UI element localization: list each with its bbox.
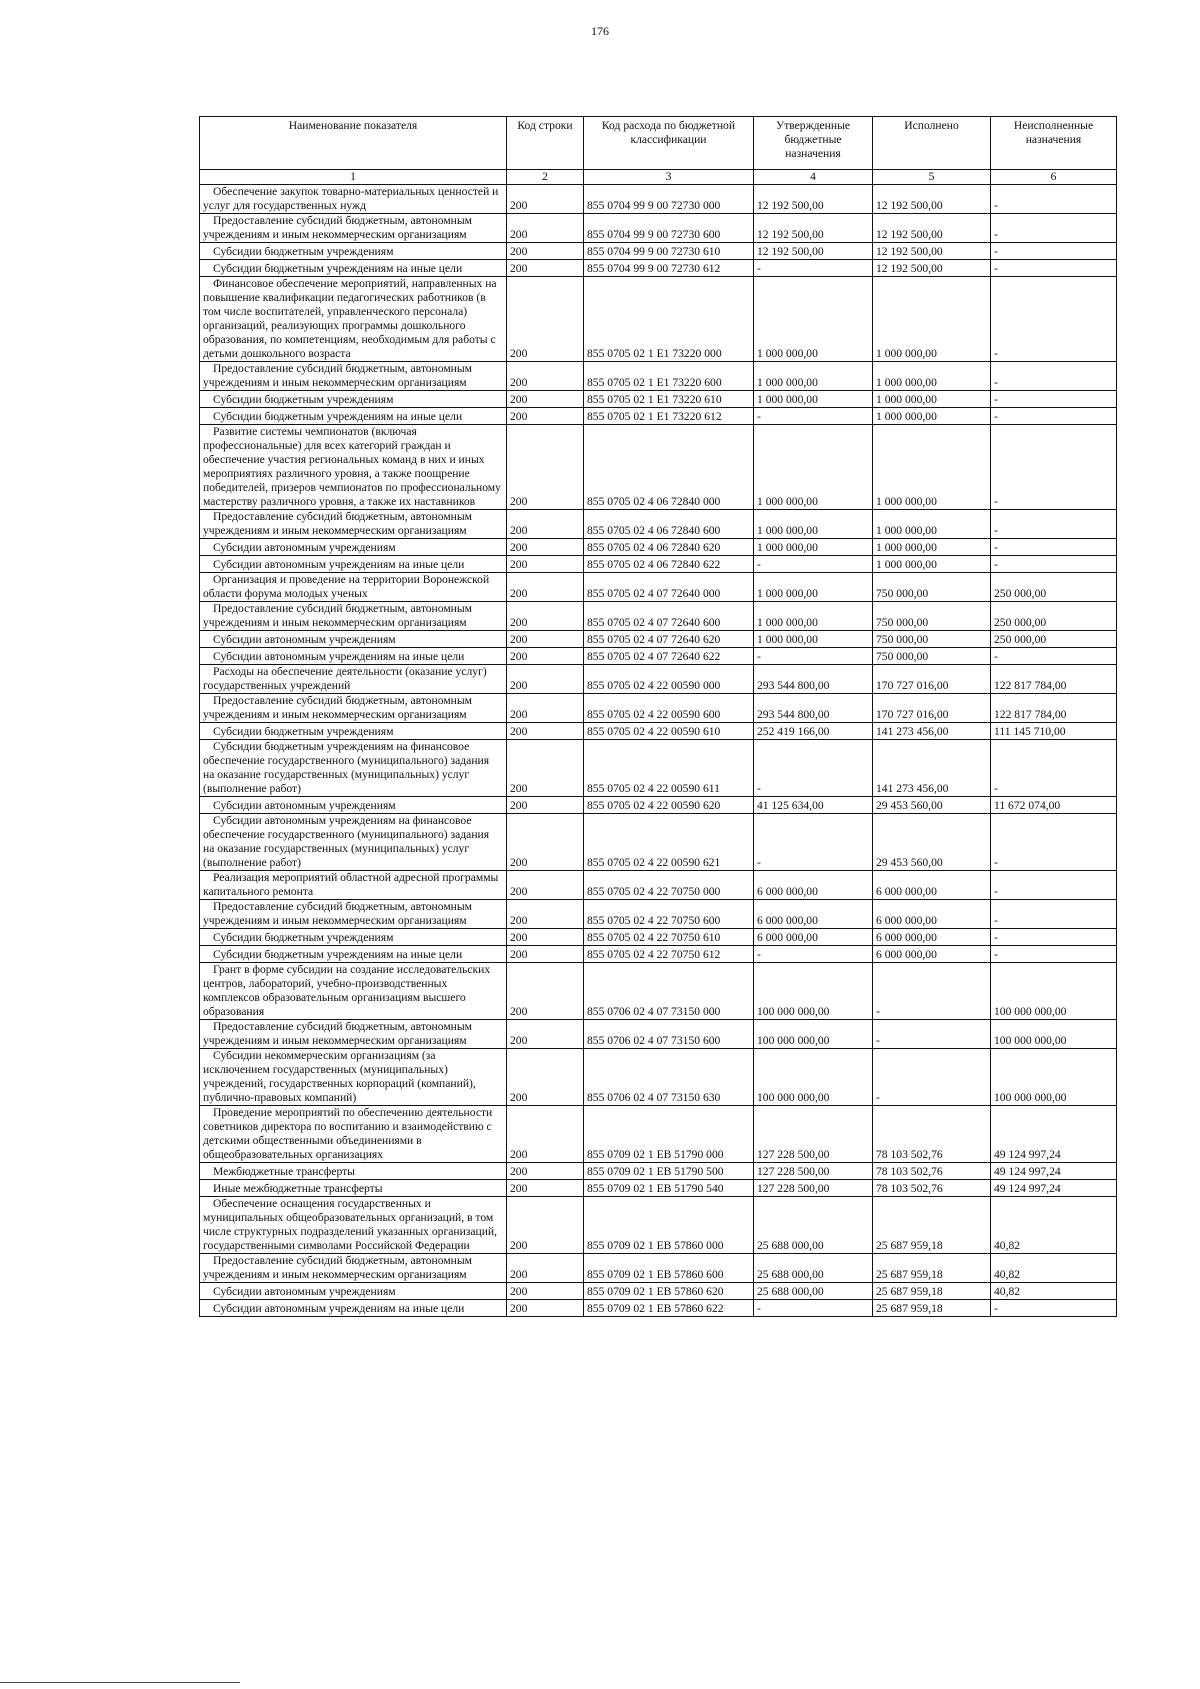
approved-amount-cell: 6 000 000,00	[754, 929, 873, 946]
approved-amount-cell: 100 000 000,00	[754, 963, 873, 1020]
executed-amount-cell: 1 000 000,00	[873, 539, 991, 556]
indicator-name-cell: Предоставление субсидий бюджетным, автономным учреждениям и иным некоммерческим организациям	[200, 1254, 507, 1283]
expense-code-cell: 855 0705 02 1 E1 73220 612	[584, 408, 754, 425]
line-code-cell: 200	[507, 539, 584, 556]
line-code-cell: 200	[507, 391, 584, 408]
table-row	[200, 1180, 1117, 1197]
header-expense-code: Код расхода по бюджетной классификации	[584, 117, 754, 170]
executed-amount-cell: 29 453 560,00	[873, 814, 991, 871]
expense-code-cell: 855 0709 02 1 EB 51790 500	[584, 1163, 754, 1180]
line-code-cell: 200	[507, 1049, 584, 1106]
unexecuted-amount-cell: -	[991, 185, 1117, 214]
approved-amount-cell: 1 000 000,00	[754, 602, 873, 631]
approved-amount-cell: 127 228 500,00	[754, 1106, 873, 1163]
table-row	[200, 797, 1117, 814]
unexecuted-amount-cell: -	[991, 946, 1117, 963]
expense-code-cell: 855 0705 02 4 22 70750 000	[584, 871, 754, 900]
unexecuted-amount-cell: -	[991, 871, 1117, 900]
unexecuted-amount-cell: 40,82	[991, 1254, 1117, 1283]
approved-amount-cell: 1 000 000,00	[754, 391, 873, 408]
line-code-cell: 200	[507, 362, 584, 391]
unexecuted-amount-cell: -	[991, 260, 1117, 277]
expense-code-cell: 855 0709 02 1 EB 57860 622	[584, 1300, 754, 1317]
approved-amount-cell: 100 000 000,00	[754, 1020, 873, 1049]
indicator-name-cell: Иные межбюджетные трансферты	[200, 1180, 507, 1197]
executed-amount-cell: 25 687 959,18	[873, 1300, 991, 1317]
expense-code-cell: 855 0705 02 4 22 00590 600	[584, 694, 754, 723]
table-row	[200, 362, 1117, 391]
executed-amount-cell: 6 000 000,00	[873, 900, 991, 929]
approved-amount-cell: -	[754, 408, 873, 425]
executed-amount-cell: 750 000,00	[873, 648, 991, 665]
table-row	[200, 556, 1117, 573]
approved-amount-cell: 127 228 500,00	[754, 1163, 873, 1180]
header-unexecuted: Неисполненные назначения	[991, 117, 1117, 170]
approved-amount-cell: 25 688 000,00	[754, 1254, 873, 1283]
expense-code-cell: 855 0705 02 4 22 00590 610	[584, 723, 754, 740]
line-code-cell: 200	[507, 1106, 584, 1163]
expense-code-cell: 855 0704 99 9 00 72730 000	[584, 185, 754, 214]
table-row	[200, 1049, 1117, 1106]
expense-code-cell: 855 0704 99 9 00 72730 610	[584, 243, 754, 260]
table-row	[200, 185, 1117, 214]
executed-amount-cell: 1 000 000,00	[873, 362, 991, 391]
expense-code-cell: 855 0709 02 1 EB 51790 000	[584, 1106, 754, 1163]
expense-code-cell: 855 0709 02 1 EB 57860 600	[584, 1254, 754, 1283]
line-code-cell: 200	[507, 740, 584, 797]
approved-amount-cell: 1 000 000,00	[754, 510, 873, 539]
table-row	[200, 1197, 1117, 1254]
expense-code-cell: 855 0706 02 4 07 73150 000	[584, 963, 754, 1020]
line-code-cell: 200	[507, 1254, 584, 1283]
executed-amount-cell: 78 103 502,76	[873, 1180, 991, 1197]
expense-code-cell: 855 0705 02 4 22 00590 620	[584, 797, 754, 814]
indicator-name-cell: Предоставление субсидий бюджетным, автономным учреждениям и иным некоммерческим организациям	[200, 214, 507, 243]
table-row	[200, 539, 1117, 556]
executed-amount-cell: -	[873, 963, 991, 1020]
expense-code-cell: 855 0705 02 4 06 72840 000	[584, 425, 754, 510]
expense-code-cell: 855 0705 02 4 06 72840 622	[584, 556, 754, 573]
line-code-cell: 200	[507, 1020, 584, 1049]
table-row	[200, 1163, 1117, 1180]
table-row	[200, 900, 1117, 929]
executed-amount-cell: 12 192 500,00	[873, 214, 991, 243]
indicator-name-cell: Проведение мероприятий по обеспечению деятельности советников директора по воспитанию и взаимодействию с детскими общественными объединениями в общеобразовательных организациях	[200, 1106, 507, 1163]
expense-code-cell: 855 0705 02 4 22 70750 612	[584, 946, 754, 963]
expense-code-cell: 855 0705 02 1 E1 73220 000	[584, 277, 754, 362]
indicator-name-cell: Финансовое обеспечение мероприятий, направленных на повышение квалификации педагогических работников (в том числе воспитателей, управленческого персонала) организаций, реализующих программы дошкольного образования, по компетенциям, необходимым для работы с детьми дошкольного возраста	[200, 277, 507, 362]
indicator-name-cell: Предоставление субсидий бюджетным, автономным учреждениям и иным некоммерческим организациям	[200, 510, 507, 539]
indicator-name-cell: Субсидии бюджетным учреждениям	[200, 391, 507, 408]
line-code-cell: 200	[507, 946, 584, 963]
executed-amount-cell: 1 000 000,00	[873, 277, 991, 362]
page-number: 176	[591, 24, 609, 38]
expense-code-cell: 855 0709 02 1 EB 57860 000	[584, 1197, 754, 1254]
expense-code-cell: 855 0704 99 9 00 72730 600	[584, 214, 754, 243]
indicator-name-cell: Предоставление субсидий бюджетным, автономным учреждениям и иным некоммерческим организациям	[200, 362, 507, 391]
indicator-name-cell: Субсидии бюджетным учреждениям	[200, 723, 507, 740]
column-number: 2	[507, 170, 584, 185]
line-code-cell: 200	[507, 963, 584, 1020]
line-code-cell: 200	[507, 573, 584, 602]
unexecuted-amount-cell: -	[991, 929, 1117, 946]
unexecuted-amount-cell: -	[991, 648, 1117, 665]
approved-amount-cell: 1 000 000,00	[754, 573, 873, 602]
executed-amount-cell: -	[873, 1020, 991, 1049]
unexecuted-amount-cell: 100 000 000,00	[991, 963, 1117, 1020]
indicator-name-cell: Субсидии автономным учреждениям	[200, 631, 507, 648]
approved-amount-cell: 6 000 000,00	[754, 900, 873, 929]
executed-amount-cell: 141 273 456,00	[873, 740, 991, 797]
executed-amount-cell: 12 192 500,00	[873, 185, 991, 214]
expense-code-cell: 855 0705 02 4 22 00590 621	[584, 814, 754, 871]
unexecuted-amount-cell: -	[991, 900, 1117, 929]
unexecuted-amount-cell: -	[991, 362, 1117, 391]
table-row	[200, 1300, 1117, 1317]
expense-code-cell: 855 0705 02 4 06 72840 600	[584, 510, 754, 539]
indicator-name-cell: Расходы на обеспечение деятельности (оказание услуг) государственных учреждений	[200, 665, 507, 694]
unexecuted-amount-cell: -	[991, 243, 1117, 260]
unexecuted-amount-cell: -	[991, 740, 1117, 797]
line-code-cell: 200	[507, 648, 584, 665]
indicator-name-cell: Обеспечение закупок товарно-материальных ценностей и услуг для государственных нужд	[200, 185, 507, 214]
table-row	[200, 1283, 1117, 1300]
approved-amount-cell: -	[754, 260, 873, 277]
indicator-name-cell: Предоставление субсидий бюджетным, автономным учреждениям и иным некоммерческим организациям	[200, 1020, 507, 1049]
executed-amount-cell: 29 453 560,00	[873, 797, 991, 814]
line-code-cell: 200	[507, 510, 584, 539]
indicator-name-cell: Реализация мероприятий областной адресной программы капитального ремонта	[200, 871, 507, 900]
approved-amount-cell: 41 125 634,00	[754, 797, 873, 814]
table-row	[200, 665, 1117, 694]
line-code-cell: 200	[507, 556, 584, 573]
unexecuted-amount-cell: 250 000,00	[991, 573, 1117, 602]
expense-code-cell: 855 0705 02 4 22 00590 000	[584, 665, 754, 694]
line-code-cell: 200	[507, 723, 584, 740]
indicator-name-cell: Развитие системы чемпионатов (включая профессиональные) для всех категорий граждан и обеспечение участия региональных команд в них и иных мероприятиях различного уровня, а также поощрение победителей, призеров чемпионатов по профессиональному мастерству различного уровня, а также их наставников	[200, 425, 507, 510]
header-indicator-name: Наименование показателя	[200, 117, 507, 170]
executed-amount-cell: 170 727 016,00	[873, 665, 991, 694]
expense-code-cell: 855 0705 02 4 07 72640 622	[584, 648, 754, 665]
table-row	[200, 214, 1117, 243]
unexecuted-amount-cell: -	[991, 510, 1117, 539]
table-row	[200, 694, 1117, 723]
line-code-cell: 200	[507, 694, 584, 723]
expense-code-cell: 855 0705 02 4 06 72840 620	[584, 539, 754, 556]
approved-amount-cell: 12 192 500,00	[754, 185, 873, 214]
column-number: 3	[584, 170, 754, 185]
unexecuted-amount-cell: 111 145 710,00	[991, 723, 1117, 740]
approved-amount-cell: -	[754, 946, 873, 963]
unexecuted-amount-cell: 100 000 000,00	[991, 1020, 1117, 1049]
executed-amount-cell: 1 000 000,00	[873, 556, 991, 573]
indicator-name-cell: Субсидии автономным учреждениям на иные цели	[200, 648, 507, 665]
unexecuted-amount-cell: 100 000 000,00	[991, 1049, 1117, 1106]
table-row	[200, 1254, 1117, 1283]
line-code-cell: 200	[507, 1283, 584, 1300]
table-row	[200, 963, 1117, 1020]
table-row	[200, 260, 1117, 277]
approved-amount-cell: 100 000 000,00	[754, 1049, 873, 1106]
unexecuted-amount-cell: -	[991, 277, 1117, 362]
unexecuted-amount-cell: -	[991, 814, 1117, 871]
executed-amount-cell: 25 687 959,18	[873, 1283, 991, 1300]
line-code-cell: 200	[507, 631, 584, 648]
table-row	[200, 814, 1117, 871]
indicator-name-cell: Субсидии автономным учреждениям на иные цели	[200, 1300, 507, 1317]
expense-code-cell: 855 0709 02 1 EB 51790 540	[584, 1180, 754, 1197]
unexecuted-amount-cell: -	[991, 408, 1117, 425]
executed-amount-cell: 25 687 959,18	[873, 1197, 991, 1254]
expense-code-cell: 855 0709 02 1 EB 57860 620	[584, 1283, 754, 1300]
executed-amount-cell: 1 000 000,00	[873, 425, 991, 510]
unexecuted-amount-cell: 11 672 074,00	[991, 797, 1117, 814]
indicator-name-cell: Организация и проведение на территории Воронежской области форума молодых ученых	[200, 573, 507, 602]
column-number-row	[200, 170, 1117, 185]
approved-amount-cell: 1 000 000,00	[754, 631, 873, 648]
approved-amount-cell: -	[754, 740, 873, 797]
header-executed: Исполнено	[873, 117, 991, 170]
line-code-cell: 200	[507, 814, 584, 871]
executed-amount-cell: 750 000,00	[873, 602, 991, 631]
line-code-cell: 200	[507, 900, 584, 929]
line-code-cell: 200	[507, 408, 584, 425]
unexecuted-amount-cell: 250 000,00	[991, 602, 1117, 631]
expense-code-cell: 855 0705 02 1 E1 73220 610	[584, 391, 754, 408]
table-row	[200, 573, 1117, 602]
unexecuted-amount-cell: 122 817 784,00	[991, 694, 1117, 723]
approved-amount-cell: 25 688 000,00	[754, 1197, 873, 1254]
table-row	[200, 929, 1117, 946]
unexecuted-amount-cell: -	[991, 556, 1117, 573]
indicator-name-cell: Субсидии автономным учреждениям	[200, 1283, 507, 1300]
unexecuted-amount-cell: -	[991, 214, 1117, 243]
indicator-name-cell: Предоставление субсидий бюджетным, автономным учреждениям и иным некоммерческим организациям	[200, 900, 507, 929]
indicator-name-cell: Субсидии бюджетным учреждениям на финансовое обеспечение государственного (муниципального) задания на оказание государственных (муниципальных) услуг (выполнение работ)	[200, 740, 507, 797]
line-code-cell: 200	[507, 871, 584, 900]
approved-amount-cell: 252 419 166,00	[754, 723, 873, 740]
unexecuted-amount-cell: -	[991, 391, 1117, 408]
executed-amount-cell: 6 000 000,00	[873, 871, 991, 900]
table-row	[200, 425, 1117, 510]
expense-code-cell: 855 0706 02 4 07 73150 630	[584, 1049, 754, 1106]
approved-amount-cell: -	[754, 648, 873, 665]
executed-amount-cell: 78 103 502,76	[873, 1163, 991, 1180]
line-code-cell: 200	[507, 602, 584, 631]
approved-amount-cell: 1 000 000,00	[754, 362, 873, 391]
header-approved: Утвержденные бюджетные назначения	[754, 117, 873, 170]
unexecuted-amount-cell: 49 124 997,24	[991, 1180, 1117, 1197]
line-code-cell: 200	[507, 260, 584, 277]
table-row	[200, 391, 1117, 408]
executed-amount-cell: 25 687 959,18	[873, 1254, 991, 1283]
table-row	[200, 723, 1117, 740]
executed-amount-cell: 12 192 500,00	[873, 243, 991, 260]
unexecuted-amount-cell: 40,82	[991, 1283, 1117, 1300]
approved-amount-cell: 6 000 000,00	[754, 871, 873, 900]
approved-amount-cell: 1 000 000,00	[754, 277, 873, 362]
indicator-name-cell: Субсидии некоммерческим организациям (за исключением государственных (муниципальных) учреждений, государственных корпораций (компаний), публично-правовых компаний)	[200, 1049, 507, 1106]
expense-code-cell: 855 0704 99 9 00 72730 612	[584, 260, 754, 277]
column-number: 4	[754, 170, 873, 185]
indicator-name-cell: Предоставление субсидий бюджетным, автономным учреждениям и иным некоммерческим организациям	[200, 694, 507, 723]
expense-code-cell: 855 0705 02 4 22 00590 611	[584, 740, 754, 797]
executed-amount-cell: 1 000 000,00	[873, 510, 991, 539]
approved-amount-cell: 127 228 500,00	[754, 1180, 873, 1197]
table-row	[200, 510, 1117, 539]
table-row	[200, 648, 1117, 665]
unexecuted-amount-cell: 250 000,00	[991, 631, 1117, 648]
line-code-cell: 200	[507, 797, 584, 814]
unexecuted-amount-cell: -	[991, 425, 1117, 510]
table-row	[200, 243, 1117, 260]
executed-amount-cell: 12 192 500,00	[873, 260, 991, 277]
indicator-name-cell: Межбюджетные трансферты	[200, 1163, 507, 1180]
table-row	[200, 871, 1117, 900]
indicator-name-cell: Субсидии автономным учреждениям на иные цели	[200, 556, 507, 573]
indicator-name-cell: Обеспечение оснащения государственных и муниципальных общеобразовательных организаций, в том числе структурных подразделений указанных организаций, государственными символами Российской Федерации	[200, 1197, 507, 1254]
approved-amount-cell: 25 688 000,00	[754, 1283, 873, 1300]
expense-code-cell: 855 0705 02 1 E1 73220 600	[584, 362, 754, 391]
column-number: 5	[873, 170, 991, 185]
table-body	[200, 185, 1117, 1317]
column-number: 6	[991, 170, 1117, 185]
approved-amount-cell: -	[754, 1300, 873, 1317]
expense-code-cell: 855 0706 02 4 07 73150 600	[584, 1020, 754, 1049]
table-row	[200, 602, 1117, 631]
table-row	[200, 277, 1117, 362]
table-row	[200, 1020, 1117, 1049]
header-line-code: Код строки	[507, 117, 584, 170]
indicator-name-cell: Субсидии автономным учреждениям	[200, 539, 507, 556]
executed-amount-cell: 750 000,00	[873, 573, 991, 602]
table-row	[200, 740, 1117, 797]
column-number: 1	[200, 170, 507, 185]
footer-rule	[0, 1682, 240, 1683]
executed-amount-cell: 750 000,00	[873, 631, 991, 648]
expense-code-cell: 855 0705 02 4 07 72640 600	[584, 602, 754, 631]
indicator-name-cell: Субсидии бюджетным учреждениям	[200, 243, 507, 260]
unexecuted-amount-cell: -	[991, 539, 1117, 556]
line-code-cell: 200	[507, 425, 584, 510]
approved-amount-cell: 12 192 500,00	[754, 214, 873, 243]
indicator-name-cell: Субсидии бюджетным учреждениям на иные цели	[200, 408, 507, 425]
indicator-name-cell: Грант в форме субсидии на создание исследовательских центров, лабораторий, учебно-производственных комплексов образовательным организациям высшего образования	[200, 963, 507, 1020]
line-code-cell: 200	[507, 1163, 584, 1180]
executed-amount-cell: 6 000 000,00	[873, 946, 991, 963]
expense-code-cell: 855 0705 02 4 07 72640 000	[584, 573, 754, 602]
line-code-cell: 200	[507, 185, 584, 214]
indicator-name-cell: Субсидии бюджетным учреждениям на иные цели	[200, 260, 507, 277]
table-row	[200, 1106, 1117, 1163]
indicator-name-cell: Субсидии автономным учреждениям на финансовое обеспечение государственного (муниципального) задания на оказание государственных (муниципальных) услуг (выполнение работ)	[200, 814, 507, 871]
indicator-name-cell: Субсидии автономным учреждениям	[200, 797, 507, 814]
expense-code-cell: 855 0705 02 4 22 70750 610	[584, 929, 754, 946]
line-code-cell: 200	[507, 665, 584, 694]
expense-code-cell: 855 0705 02 4 22 70750 600	[584, 900, 754, 929]
unexecuted-amount-cell: 40,82	[991, 1197, 1117, 1254]
approved-amount-cell: 293 544 800,00	[754, 665, 873, 694]
line-code-cell: 200	[507, 277, 584, 362]
table-row	[200, 946, 1117, 963]
indicator-name-cell: Предоставление субсидий бюджетным, автономным учреждениям и иным некоммерческим организациям	[200, 602, 507, 631]
line-code-cell: 200	[507, 243, 584, 260]
approved-amount-cell: 293 544 800,00	[754, 694, 873, 723]
indicator-name-cell: Субсидии бюджетным учреждениям на иные цели	[200, 946, 507, 963]
executed-amount-cell: 141 273 456,00	[873, 723, 991, 740]
approved-amount-cell: 1 000 000,00	[754, 425, 873, 510]
line-code-cell: 200	[507, 1300, 584, 1317]
executed-amount-cell: 170 727 016,00	[873, 694, 991, 723]
header-row	[200, 117, 1117, 170]
indicator-name-cell: Субсидии бюджетным учреждениям	[200, 929, 507, 946]
executed-amount-cell: 6 000 000,00	[873, 929, 991, 946]
approved-amount-cell: 12 192 500,00	[754, 243, 873, 260]
expense-code-cell: 855 0705 02 4 07 72640 620	[584, 631, 754, 648]
approved-amount-cell: -	[754, 556, 873, 573]
unexecuted-amount-cell: 122 817 784,00	[991, 665, 1117, 694]
unexecuted-amount-cell: 49 124 997,24	[991, 1106, 1117, 1163]
approved-amount-cell: 1 000 000,00	[754, 539, 873, 556]
approved-amount-cell: -	[754, 814, 873, 871]
budget-execution-table	[199, 116, 1117, 1317]
executed-amount-cell: -	[873, 1049, 991, 1106]
executed-amount-cell: 1 000 000,00	[873, 391, 991, 408]
executed-amount-cell: 1 000 000,00	[873, 408, 991, 425]
table-row	[200, 408, 1117, 425]
unexecuted-amount-cell: 49 124 997,24	[991, 1163, 1117, 1180]
line-code-cell: 200	[507, 214, 584, 243]
line-code-cell: 200	[507, 1180, 584, 1197]
unexecuted-amount-cell: -	[991, 1300, 1117, 1317]
line-code-cell: 200	[507, 929, 584, 946]
table-row	[200, 631, 1117, 648]
line-code-cell: 200	[507, 1197, 584, 1254]
executed-amount-cell: 78 103 502,76	[873, 1106, 991, 1163]
